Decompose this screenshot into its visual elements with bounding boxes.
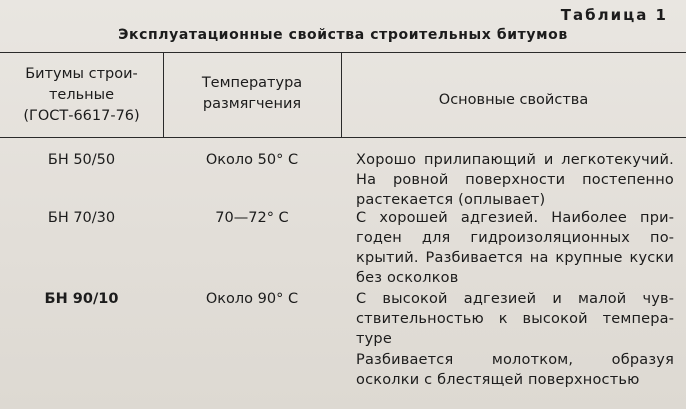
properties-extra-text: Разбивается молотком, образуя осколки с блестящей поверхностью	[356, 352, 674, 388]
properties-cell	[356, 289, 674, 349]
header-main-properties	[341, 90, 686, 111]
bitumen-grade-cell: БН 90/10	[44, 291, 119, 307]
table-title: Эксплуатационные свойства строительных битумов	[118, 27, 568, 43]
bitumen-grade-cell: БН 50/50	[47, 152, 116, 168]
header-line: Битумы строи-	[25, 66, 138, 82]
bitumen-grade-cell: БН 70/30	[47, 210, 116, 226]
properties-text: Хорошо прилипающий и легкотекучий. На ровной поверхности постепенно растекается (оплывает)	[356, 152, 674, 208]
softening-temp-cell: Около 50° С	[205, 152, 299, 168]
header-line: (ГОСТ-6617-76)	[23, 108, 140, 124]
softening-temp-cell: 70—72° С	[215, 210, 289, 226]
header-line: размягчения	[202, 96, 302, 112]
properties-cell	[356, 150, 674, 210]
softening-temp-cell: Около 90° С	[205, 291, 299, 307]
table-number: Таблица 1	[560, 6, 668, 24]
header-line: тельные	[48, 87, 115, 103]
header-bitumen-grade	[0, 64, 163, 127]
table-header-rule	[0, 137, 686, 138]
table-top-rule	[0, 52, 686, 53]
header-softening-temp	[163, 73, 341, 115]
properties-cell	[356, 208, 674, 288]
header-line: Температура	[201, 75, 303, 91]
header-line: Основные свойства	[438, 92, 589, 108]
properties-text: С хорошей адгезией. Наиболее пригоден для гидроизоляционных покрытий. Разбивается на крупные куски без осколков	[356, 210, 674, 286]
properties-text: С высокой адгезией и малой чувствительностью к высокой температуре	[356, 291, 674, 347]
